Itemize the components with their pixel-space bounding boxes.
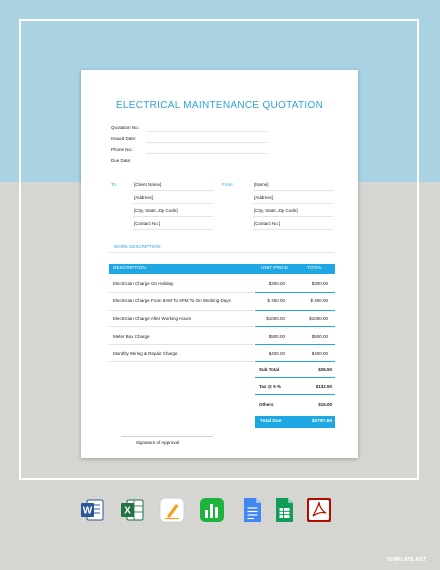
to-line xyxy=(133,203,213,204)
from-line xyxy=(253,203,333,204)
row-total: $400.00 xyxy=(311,351,328,356)
summary-divider xyxy=(255,377,335,378)
from-line xyxy=(253,190,333,191)
row-unit-price: $400.00 xyxy=(268,351,285,356)
to-city-state-zip: [City, State, Zip Code] xyxy=(134,208,178,213)
excel-icon-letter: X xyxy=(124,505,131,517)
row-divider-accent xyxy=(255,310,335,311)
google-sheets-icon[interactable] xyxy=(271,497,297,523)
from-label: From: xyxy=(222,182,234,187)
row-divider-accent xyxy=(255,292,335,293)
row-divider xyxy=(109,326,253,327)
subtotal-label: Sub Total xyxy=(259,367,280,372)
row-total: $300.00 xyxy=(311,281,328,286)
word-icon-letter: W xyxy=(82,505,93,517)
row-divider xyxy=(109,361,253,362)
summary-divider xyxy=(255,394,335,395)
header-total: TOTAL xyxy=(307,266,323,271)
document-title: ELECTRICAL MAINTENANCE QUOTATION xyxy=(115,100,324,111)
issued-date-label: Issued Date: xyxy=(111,136,137,141)
due-date-label: Due Date: xyxy=(111,158,132,163)
to-client-name: [Client Name] xyxy=(134,182,162,187)
row-description: Monthly Wiring & Repair Charge xyxy=(113,351,178,356)
row-description: Electrician Charge From 8AM To 6PM To On Working Days xyxy=(113,298,231,303)
template-net-logo: TEMPLATE.NET xyxy=(386,557,427,563)
issued-date-line xyxy=(147,142,267,143)
total-due-label: Total Due xyxy=(260,419,282,424)
row-description: Electrician Charge After Working Hours xyxy=(113,316,192,321)
excel-icon[interactable] xyxy=(119,497,145,523)
tax-label: Tax @ 5 % xyxy=(259,384,282,389)
pages-icon[interactable] xyxy=(159,497,185,523)
row-divider-accent xyxy=(255,361,335,362)
to-line xyxy=(133,229,213,230)
row-divider xyxy=(109,344,253,345)
row-unit-price: $ 450.00 xyxy=(267,298,285,303)
subtotal-value: $26.50 xyxy=(318,367,332,372)
from-contact-no: [Contact No.] xyxy=(254,221,281,226)
row-description: Electrician Charge On Holiday. xyxy=(113,281,175,286)
from-address: [Address] xyxy=(254,195,274,200)
row-total: $ 450.00 xyxy=(310,298,328,303)
row-divider xyxy=(109,310,253,311)
from-city-state-zip: [City, State, Zip Code] xyxy=(254,208,298,213)
row-description: Meter Box Charge xyxy=(113,334,150,339)
signature-line xyxy=(121,436,213,437)
row-unit-price: $1000.00 xyxy=(266,316,285,321)
from-line xyxy=(253,229,333,230)
row-divider xyxy=(109,292,253,293)
from-line xyxy=(253,216,333,217)
phone-no-line xyxy=(147,153,267,154)
pdf-icon[interactable] xyxy=(306,497,332,523)
table-header xyxy=(109,264,335,274)
header-description: DESCRIPTION xyxy=(113,266,146,271)
to-label: To: xyxy=(111,182,118,187)
total-due-box xyxy=(255,416,335,428)
total-due-value: $2797.50 xyxy=(311,419,332,424)
to-line xyxy=(133,190,213,191)
word-icon[interactable] xyxy=(79,497,105,523)
signature-label: Signature of Approval xyxy=(136,440,180,445)
work-description-line xyxy=(109,252,335,253)
row-total: $1000.00 xyxy=(309,316,328,321)
others-label: Others xyxy=(259,402,274,407)
tax-value: $132.50 xyxy=(315,384,332,389)
to-address: [Address] xyxy=(134,195,154,200)
others-value: $15.00 xyxy=(318,402,332,407)
numbers-icon[interactable] xyxy=(199,497,225,523)
row-unit-price: $300.00 xyxy=(268,281,285,286)
row-divider-accent xyxy=(255,344,335,345)
row-divider-accent xyxy=(255,326,335,327)
from-name: [Name] xyxy=(254,182,269,187)
google-docs-icon[interactable] xyxy=(239,497,265,523)
work-description-label: WORK DESCRIPTION: xyxy=(114,244,162,249)
quotation-no-label: Quotation No.: xyxy=(111,125,141,130)
phone-no-label: Phone No.: xyxy=(111,147,134,152)
header-unit-price: UNIT PRICE xyxy=(261,266,289,271)
to-contact-no: [Contact No.] xyxy=(134,221,161,226)
quotation-document xyxy=(81,70,358,458)
quotation-no-line xyxy=(147,131,267,132)
to-line xyxy=(133,216,213,217)
row-unit-price: $500.00 xyxy=(268,334,285,339)
row-total: $500.00 xyxy=(311,334,328,339)
